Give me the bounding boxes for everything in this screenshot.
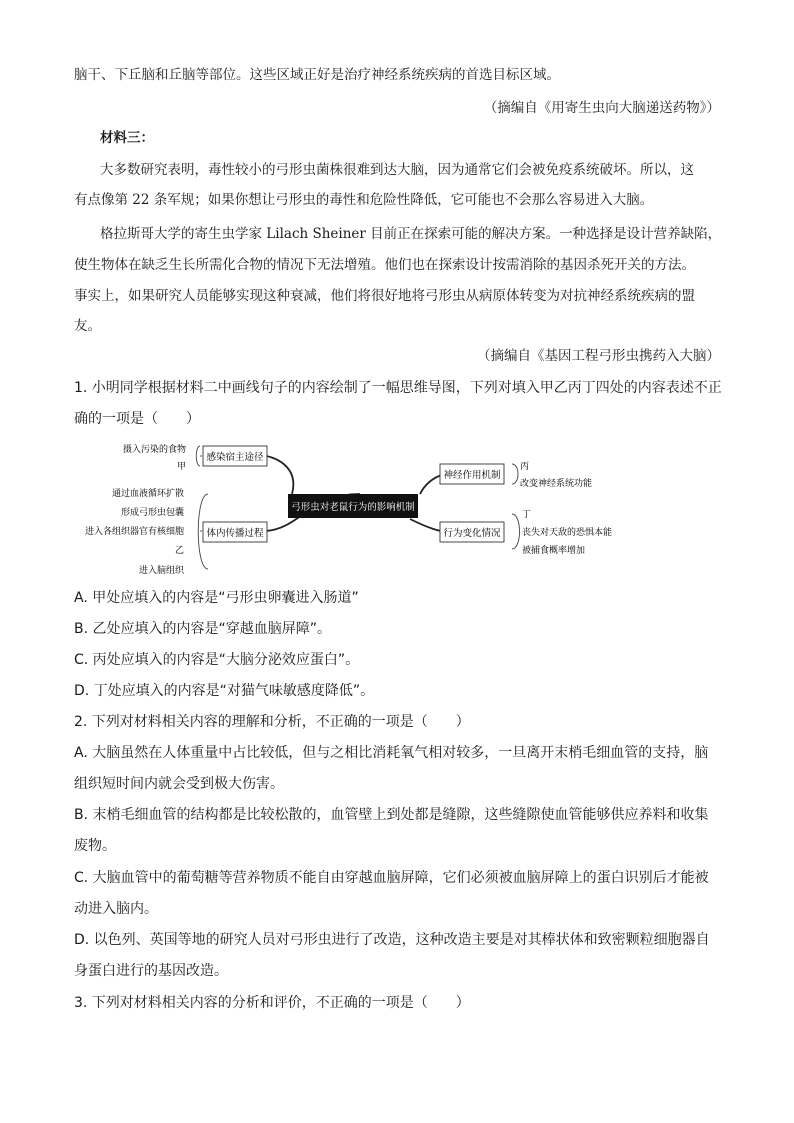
mind-map-diagram — [60, 434, 740, 582]
passage-line: 事实上，如果研究人员能够实现这种衰减，他们将很好地将弓形虫从病原体转变为对抗神经系统疾病的盟 — [74, 288, 695, 304]
passage-line: 友。 — [74, 318, 101, 334]
option-a-continued: 组织短时间内就会受到极大伤害。 — [74, 776, 284, 792]
spread-item: 形成弓形虫包囊 — [120, 508, 184, 518]
material-heading: 材料三： — [100, 130, 154, 146]
behavior-item-placeholder: 丁 — [522, 510, 532, 520]
neuro-item-placeholder: 丙 — [520, 462, 530, 472]
branch-line — [410, 519, 442, 531]
option-d[interactable]: D. 以色列、英国等地的研究人员对弓形虫进行了改造，这种改造主要是对其棒状体和致密颗粒细胞器自 — [74, 932, 710, 948]
passage-line: 大多数研究表明，毒性较小的弓形虫菌株很难到达大脑，因为通常它们会被免疫系统破坏。所以，这 — [100, 162, 694, 178]
option-a[interactable]: A. 甲处应填入的内容是“弓形虫卵囊进入肠道” — [74, 590, 359, 606]
spread-item: 进入各组织器官有核细胞 — [84, 527, 184, 537]
option-b[interactable]: B. 乙处应填入的内容是“穿越血脑屏障”。 — [74, 621, 332, 637]
source-citation: （摘编自《用寄生虫向大脑递送药物》） — [483, 100, 720, 116]
passage-line: 使生物体在缺乏生长所需化合物的情况下无法增殖。他们也在探索设计按需消除的基因杀死开关的方法。 — [74, 257, 695, 273]
spread-process-label: 体内传播过程 — [206, 528, 264, 539]
spread-item: 通过血液循环扩散 — [111, 489, 184, 499]
infection-item-placeholder: 甲 — [176, 462, 186, 472]
behavior-item: 被捕食概率增加 — [522, 546, 586, 556]
behavior-change-label: 行为变化情况 — [443, 528, 501, 539]
infection-item: 摄入污染的食物 — [122, 445, 186, 455]
passage-line: 有点像第 22 条军规；如果你想让弓形虫的毒性和危险性降低，它可能也不会那么容易进入大脑。 — [74, 192, 654, 208]
source-citation: （摘编自《基因工程弓形虫携药入大脑） — [477, 348, 720, 364]
option-b[interactable]: B. 末梢毛细血管的结构都是比较松散的，血管壁上到处都是缝隙，这些缝隙使血管能够供应养料和收集 — [74, 807, 709, 823]
question-stem: 确的一项是（ ） — [74, 411, 200, 427]
option-c-continued: 动进入脑内。 — [74, 901, 158, 917]
spread-item-placeholder: 乙 — [174, 546, 184, 556]
option-a[interactable]: A. 大脑虽然在人体重量中占比较低，但与之相比消耗氧气相对较多，一旦离开末梢毛细血管的支持，脑 — [74, 745, 709, 761]
neuro-mechanism-label: 神经作用机制 — [443, 470, 501, 481]
option-d[interactable]: D. 丁处应填入的内容是“对猫气味敏感度降低”。 — [74, 683, 375, 699]
question-stem: 3. 下列对材料相关内容的分析和评价，不正确的一项是（ ） — [74, 995, 470, 1011]
option-c[interactable]: C. 丙处应填入的内容是“大脑分泌效应蛋白”。 — [74, 652, 360, 668]
passage-line: 脑干、下丘脑和丘脑等部位。这些区域正好是治疗神经系统疾病的首选目标区域。 — [74, 67, 560, 83]
center-node-label: 弓形虫对老鼠行为的影响机制 — [291, 502, 415, 513]
passage-line: 格拉斯哥大学的寄生虫学家 Lilach Sheiner 目前正在探索可能的解决方案。一种选择是设计营养缺陷， — [100, 226, 722, 242]
spread-item: 进入脑组织 — [138, 566, 184, 576]
option-c[interactable]: C. 大脑血管中的葡萄糖等营养物质不能自由穿越血脑屏障，它们必须被血脑屏障上的蛋白识别后才能被 — [74, 870, 709, 886]
behavior-item: 丧失对天敌的恐惧本能 — [522, 528, 613, 538]
question-stem: 2. 下列对材料相关内容的理解和分析，不正确的一项是（ ） — [74, 714, 470, 730]
infection-route-label: 感染宿主途径 — [206, 452, 264, 463]
option-d-continued: 身蛋白进行的基因改造。 — [74, 963, 228, 979]
neuro-item: 改变神经系统功能 — [520, 479, 593, 489]
question-stem: 1. 小明同学根据材料二中画线句子的内容绘制了一幅思维导图，下列对填入甲乙丙丁四处的内容表述不正 — [74, 380, 722, 396]
branch-line — [265, 456, 293, 494]
option-b-continued: 废物。 — [74, 838, 116, 854]
